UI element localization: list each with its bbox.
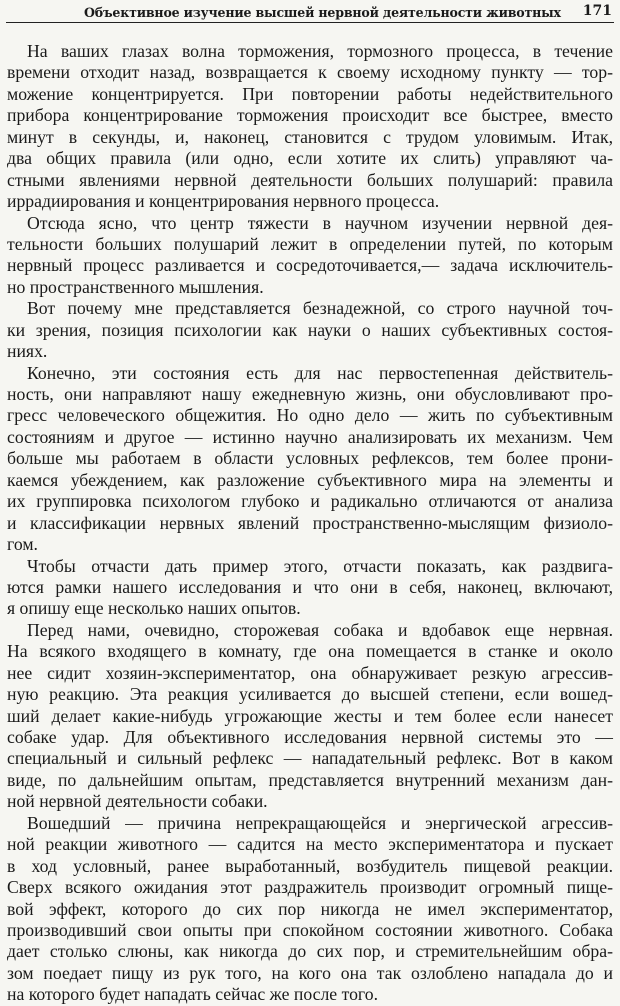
text-line: их группировка психологом глубоко и радикально отличаются от анализа bbox=[7, 491, 613, 512]
text-line: на которого будет нападать сейчас же после того. bbox=[7, 984, 378, 1005]
text-line: гом. bbox=[7, 534, 38, 555]
text-line: Чтобы отчасти дать пример этого, отчасти показать, как раздвига- bbox=[27, 555, 613, 576]
text-line: тельности больших полушарий лежит в определении путей, по которым bbox=[7, 233, 613, 254]
text-line: больше мы работаем в области условных рефлексов, тем более прони- bbox=[7, 448, 613, 469]
running-header-title: Объективное изучение высшей нервной деятельности животных bbox=[84, 5, 561, 20]
text-line: состояниям и другое — истинно научно анализировать их механизм. Чем bbox=[7, 426, 613, 447]
text-line: собаке удар. Для объективного исследования нервной системы это — bbox=[7, 727, 613, 747]
text-line: специальный и сильный рефлекс — нападательный рефлекс. Вот в каком bbox=[7, 748, 613, 769]
text-line: Конечно, эти состояния есть для нас первостепенная действитель- bbox=[27, 362, 613, 383]
text-line: можение концентрируется. При повторении работы недействительного bbox=[7, 83, 613, 104]
text-line: ность, они направляют нашу ежедневную жизнь, они обусловливают про- bbox=[7, 384, 613, 404]
text-line: прибора концентрирование торможения происходит все быстрее, вместо bbox=[7, 105, 613, 126]
text-line: стными явлениями нервной деятельности больших полушарий: правила bbox=[7, 169, 613, 190]
text-line: я опишу еще несколько наших опытов. bbox=[7, 598, 301, 619]
text-line: ниях. bbox=[7, 341, 48, 362]
text-line: виде, по дальнейшим опытам, представляется внутренний механизм дан- bbox=[7, 769, 613, 790]
text-line: Отсюда ясно, что центр тяжести в научном изучении нервной дея- bbox=[27, 212, 613, 233]
text-line: но пространственного мышления. bbox=[7, 276, 264, 297]
text-line: На ваших глазах волна торможения, тормозного процесса, в течение bbox=[27, 41, 613, 61]
text-line: ной нервной деятельности собаки. bbox=[7, 791, 268, 812]
text-line: гресс человеческого общежития. Но одно дело — жить по субъективным bbox=[7, 405, 613, 426]
text-line: Вот почему мне представляется безнадежной, со строго научной точ- bbox=[27, 298, 613, 319]
text-line: ются рамки нашего исследования и что они в себя, наконец, включают, bbox=[7, 576, 613, 597]
text-line: ную реакцию. Эта реакция усиливается до высшей степени, если вошед- bbox=[7, 684, 613, 705]
running-header bbox=[6, 2, 614, 23]
text-line: Сверх всякого ожидания этот раздражитель производит огромный пище- bbox=[7, 877, 613, 898]
text-line: два общих правила (или одно, если хотите их слить) управляют ча- bbox=[7, 148, 613, 169]
text-line: нервный процесс разливается и сосредоточивается,— задача исключитель- bbox=[7, 255, 613, 276]
text-line: вой эффект, которого до сих пор никогда не имел экспериментатор, bbox=[7, 898, 613, 919]
text-line: времени отходит назад, возвращается к своему исходному пункту — тор- bbox=[7, 62, 613, 83]
text-line: На всякого входящего в комнату, где она помещается в станке и около bbox=[7, 641, 613, 662]
text-line: минут в секунды, и, наконец, становится с трудом уловимым. Итак, bbox=[7, 126, 613, 147]
text-line: нее сидит хозяин-экспериментатор, она обнаруживает резкую агрессив- bbox=[7, 662, 613, 683]
text-line: производивший свои опыты при спокойном состоянии животного. Собака bbox=[7, 919, 613, 940]
text-line: Перед нами, очевидно, сторожевая собака и вдобавок еще нервная. bbox=[27, 619, 613, 640]
text-line: дает столько слюны, как никогда до сих пор, и стремительнейшим обра- bbox=[7, 941, 613, 962]
text-line: Вошедший — причина непрекращающейся и энергической агрессив- bbox=[27, 812, 613, 833]
text-line: ной реакции животного — садится на место экспериментатора и пускает bbox=[7, 834, 613, 855]
text-line: и классификации нервных явлений пространственно-мыслящим физиоло- bbox=[7, 512, 613, 533]
text-line: зом поедает пищу из рук того, на кого она так озлоблено нападала до и bbox=[7, 962, 613, 983]
text-line: ший делает какие-нибудь угрожающие жесты и тем более если нанесет bbox=[7, 705, 613, 726]
text-line: каемся убеждением, как разложение субъективного мира на элементы и bbox=[7, 469, 613, 490]
page-number: 171 bbox=[582, 3, 612, 19]
text-line: в ход условный, ранее выработанный, возбудитель пищевой реакции. bbox=[7, 855, 613, 876]
text-line: иррадиирования и концентрирования нервного процесса. bbox=[7, 191, 440, 212]
body-text bbox=[7, 41, 613, 1006]
text-line: ки зрения, позиция психологии как науки о наших субъективных состоя- bbox=[7, 319, 613, 340]
